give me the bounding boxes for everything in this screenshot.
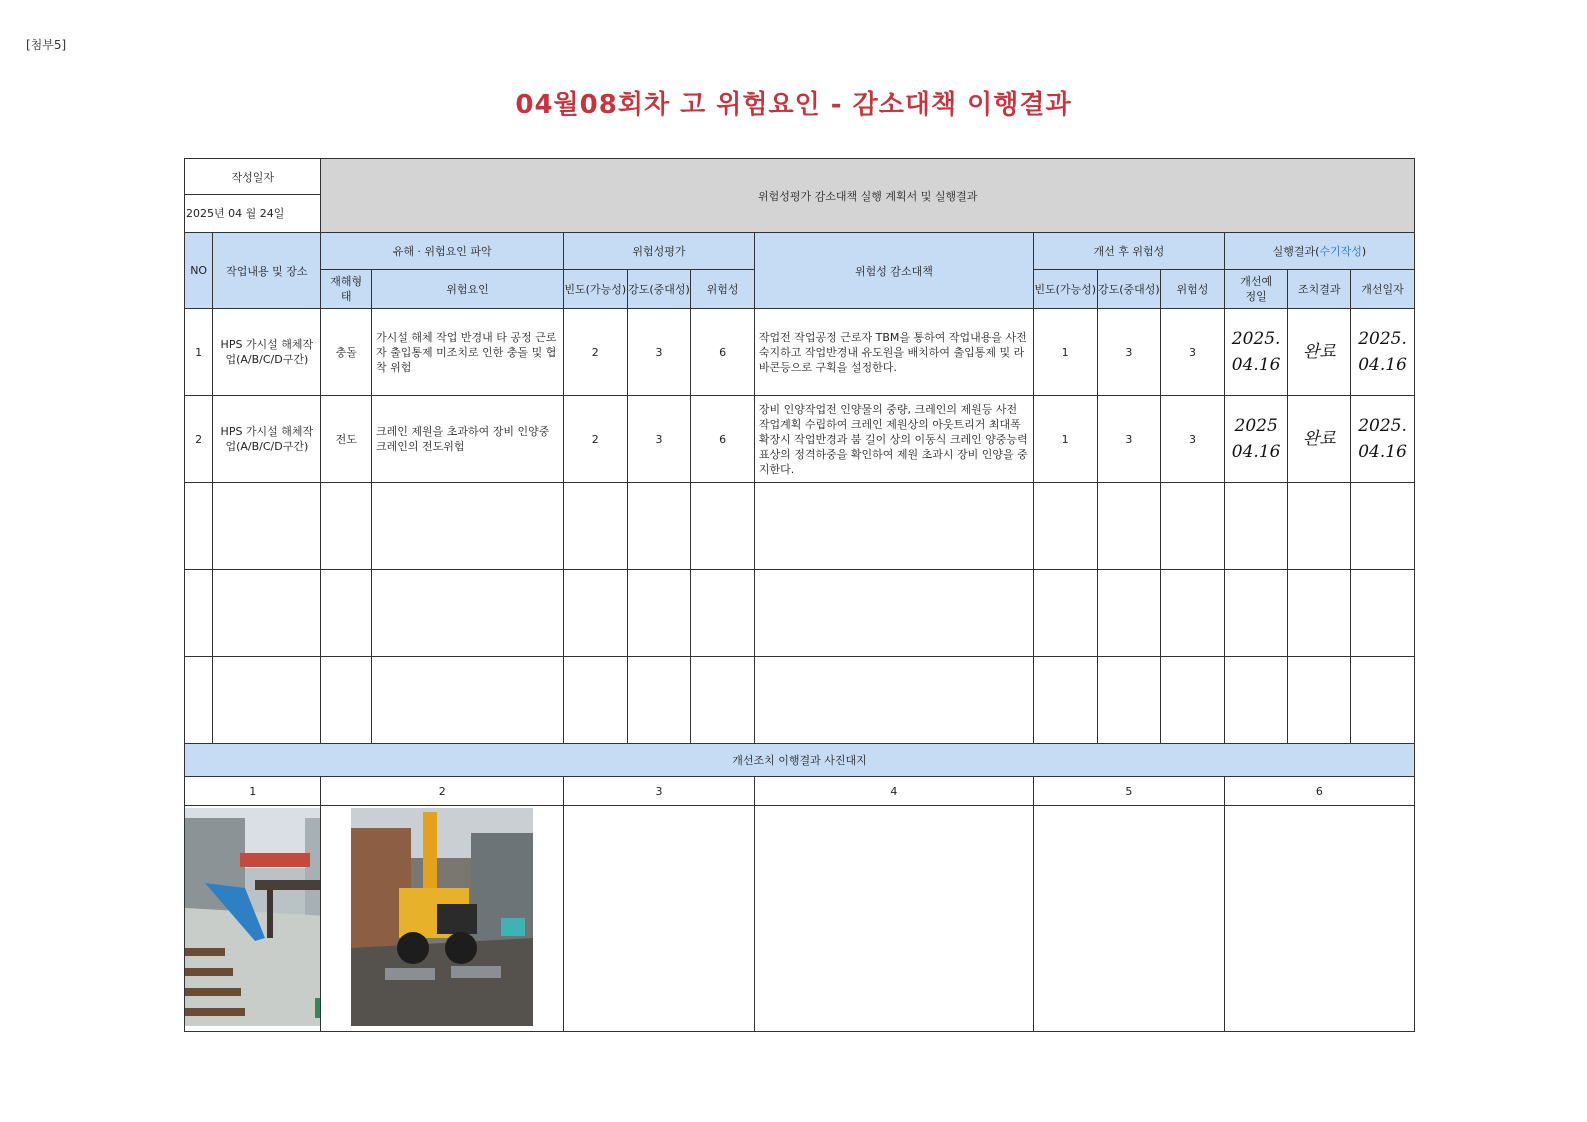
row-risk: 6	[691, 309, 755, 396]
col-no: NO	[185, 233, 213, 309]
col-action-result: 조치결과	[1288, 270, 1351, 309]
col-result-group: 실행결과(수기작성)	[1224, 233, 1414, 270]
col-done-date: 개선일자	[1351, 270, 1415, 309]
written-date-value: 2025년 04 월 24일	[185, 195, 321, 233]
photo-cell-4	[754, 806, 1033, 1032]
col-after-frequency: 빈도(가능성)	[1033, 270, 1097, 309]
col-eval-group: 위험성평가	[563, 233, 754, 270]
row-no: 2	[185, 396, 213, 483]
photo-number: 6	[1224, 777, 1414, 806]
row-work: HPS 가시설 해체작업(A/B/C/D구간)	[213, 309, 321, 396]
written-date-label: 작성일자	[185, 159, 321, 195]
row-planned-date: 2025 04.16	[1224, 396, 1288, 483]
row-measures: 작업전 작업공정 근로자 TBM을 통하여 작업내용을 사전 숙지하고 작업반경내 유도원을 배치하여 출입통제 및 라바콘등으로 구획을 설정한다.	[754, 309, 1033, 396]
page-title: 04월08회차 고 위험요인 - 감소대책 이행결과	[515, 90, 1072, 120]
handwritten-note: 수기작성	[1319, 245, 1362, 258]
photo-cell-5	[1033, 806, 1224, 1032]
col-severity: 강도(중대성)	[627, 270, 691, 309]
row-hazard: 크레인 제원을 초과하여 장비 인양중 크레인의 전도위험	[371, 396, 563, 483]
row-after-frequency: 1	[1033, 396, 1097, 483]
col-accident-type: 재해형태	[321, 270, 372, 309]
photo-cell-2	[321, 806, 564, 1032]
photo-number: 1	[185, 777, 321, 806]
col-hazard: 위험요인	[371, 270, 563, 309]
plan-title: 위험성평가 감소대책 실행 계획서 및 실행결과	[321, 159, 1415, 233]
photo-section-title: 개선조치 이행결과 사진대지	[185, 744, 1415, 777]
col-hazard-group: 유해 · 위험요인 파악	[321, 233, 564, 270]
col-after-group: 개선 후 위험성	[1033, 233, 1224, 270]
row-measures: 장비 인양작업전 인양물의 중량, 크레인의 제원등 사전 작업계획 수립하여 크레인 제원상의 아웃트리거 최대폭 확장시 작업반경과 붐 길이 상의 이동식 크레인 양중능력표상의 정격하중을 확인하여 제원 초과시 장비 인양을 중지한다.	[754, 396, 1033, 483]
col-risk: 위험성	[691, 270, 755, 309]
row-hazard: 가시설 해체 작업 반경내 타 공정 근로자 출입통제 미조치로 인한 충돌 및 협착 위험	[371, 309, 563, 396]
empty-row	[185, 570, 1415, 657]
photo-cell-6	[1224, 806, 1414, 1032]
photo-cell-1	[185, 806, 321, 1032]
row-after-frequency: 1	[1033, 309, 1097, 396]
col-after-risk: 위험성	[1161, 270, 1225, 309]
col-measures: 위험성 감소대책	[754, 233, 1033, 309]
site-photo-crane-lifting-icon	[351, 808, 533, 1026]
risk-table	[184, 158, 1415, 1032]
table-row	[185, 309, 1415, 396]
row-severity: 3	[627, 396, 691, 483]
row-planned-date: 2025. 04.16	[1224, 309, 1288, 396]
row-accident-type: 전도	[321, 396, 372, 483]
row-accident-type: 충돌	[321, 309, 372, 396]
row-risk: 6	[691, 396, 755, 483]
col-planned-date: 개선예정일	[1224, 270, 1288, 309]
row-action-result: 완료	[1288, 309, 1351, 396]
col-after-severity: 강도(중대성)	[1097, 270, 1161, 309]
photo-number: 2	[321, 777, 564, 806]
row-done-date: 2025. 04.16	[1351, 309, 1415, 396]
col-work: 작업내용 및 장소	[213, 233, 321, 309]
row-severity: 3	[627, 309, 691, 396]
row-frequency: 2	[563, 309, 627, 396]
row-work: HPS 가시설 해체작업(A/B/C/D구간)	[213, 396, 321, 483]
col-frequency: 빈도(가능성)	[563, 270, 627, 309]
attachment-label: [첨부5]	[26, 38, 67, 52]
row-after-risk: 3	[1161, 396, 1225, 483]
row-frequency: 2	[563, 396, 627, 483]
empty-row	[185, 483, 1415, 570]
row-done-date: 2025. 04.16	[1351, 396, 1415, 483]
photo-cell-3	[563, 806, 754, 1032]
photo-number: 3	[563, 777, 754, 806]
row-after-severity: 3	[1097, 396, 1161, 483]
site-photo-scaffold-dismantling-icon	[185, 808, 321, 1026]
row-action-result: 완료	[1288, 396, 1351, 483]
table-row	[185, 396, 1415, 483]
empty-row	[185, 657, 1415, 744]
photo-number: 5	[1033, 777, 1224, 806]
photo-number: 4	[754, 777, 1033, 806]
row-after-risk: 3	[1161, 309, 1225, 396]
row-no: 1	[185, 309, 213, 396]
row-after-severity: 3	[1097, 309, 1161, 396]
